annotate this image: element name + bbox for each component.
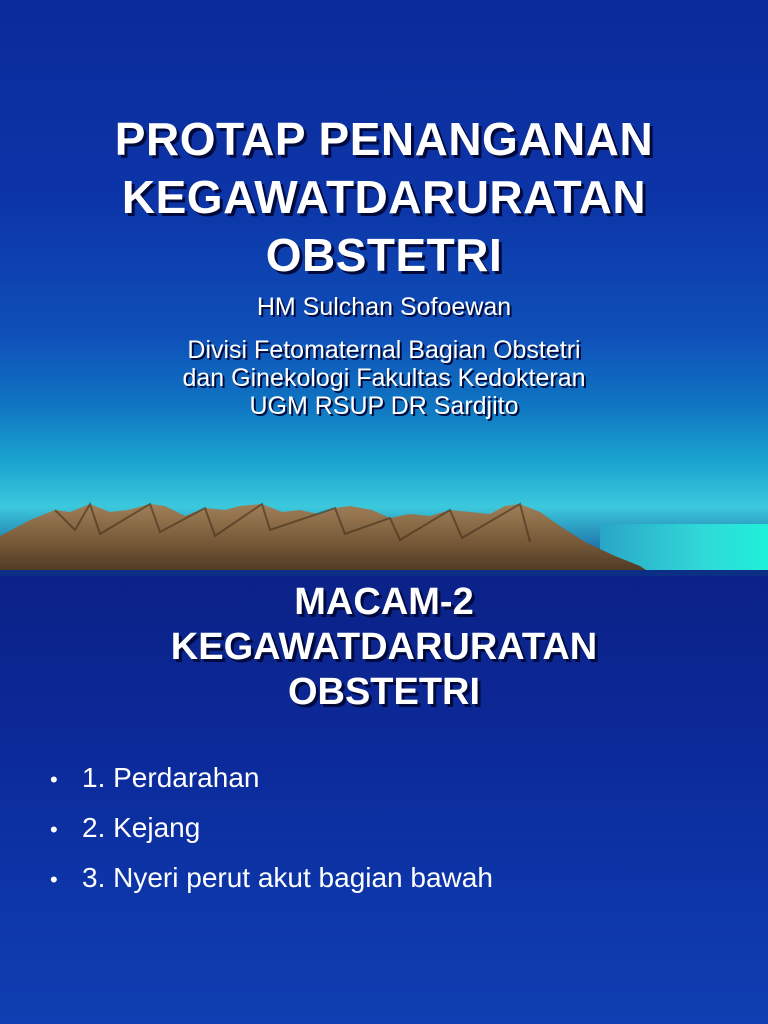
bullet-list	[50, 754, 750, 904]
slide-title	[0, 110, 768, 284]
affiliation-line: UGM RSUP DR Sardjito	[249, 392, 519, 420]
list-item-text: 3. Nyeri perut akut bagian bawah	[82, 862, 493, 893]
title-line: KEGAWATDARURATAN	[121, 171, 647, 223]
title-line: OBSTETRI	[287, 671, 481, 713]
bullet-icon: •	[50, 867, 58, 892]
list-item-text: 2. Kejang	[82, 812, 201, 843]
author-name: HM Sulchan Sofoewan	[256, 293, 512, 321]
list-item	[50, 754, 750, 804]
mountain-landscape-image	[0, 490, 768, 576]
list-item	[50, 804, 750, 854]
list-item	[50, 854, 750, 904]
author-affiliation	[0, 336, 768, 420]
content-slide	[0, 576, 768, 1024]
title-line: MACAM-2	[294, 581, 474, 623]
bullet-icon: •	[50, 767, 58, 792]
affiliation-line: dan Ginekologi Fakultas Kedokteran	[182, 364, 586, 392]
slide-title	[0, 580, 768, 715]
title-line: KEGAWATDARURATAN	[170, 626, 598, 668]
bullet-icon: •	[50, 817, 58, 842]
mountain-range	[0, 504, 655, 576]
affiliation-line: Divisi Fetomaternal Bagian Obstetri	[187, 336, 581, 364]
list-item-text: 1. Perdarahan	[82, 762, 260, 793]
title-line: OBSTETRI	[265, 229, 503, 281]
title-line: PROTAP PENANGANAN	[114, 113, 654, 165]
